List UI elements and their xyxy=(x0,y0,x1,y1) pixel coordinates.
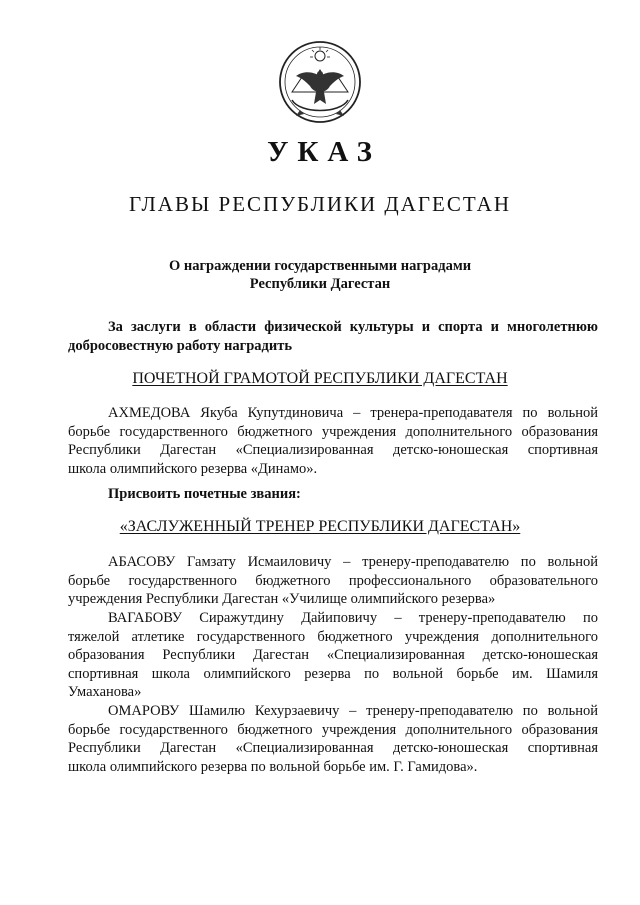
paragraph-line: добросовестную работу наградить xyxy=(68,337,293,354)
recipient-paragraph xyxy=(68,553,598,609)
paragraph-line: АБАСОВУ Гамзату Исмаиловичу – тренеру-преподавателю по вольной xyxy=(108,554,598,570)
paragraph-line: учреждения Республики Дагестан «Училище олимпийского резерва» xyxy=(68,591,496,607)
coat-of-arms-emblem-icon xyxy=(270,30,370,130)
decree-title: УКАЗ xyxy=(267,136,381,168)
paragraph-line: Присвоить почетные звания: xyxy=(108,486,301,502)
award-heading-honored-coach: «ЗАСЛУЖЕННЫЙ ТРЕНЕР РЕСПУБЛИКИ ДАГЕСТАН» xyxy=(119,518,521,535)
paragraph-line: АХМЕДОВА Якуба Купутдиновича – тренера-преподавателя по вольной xyxy=(108,405,598,421)
recipient-paragraph xyxy=(68,609,598,702)
intro-paragraph xyxy=(68,318,598,355)
paragraph-line: ВАГАБОВУ Сиражутдину Дайиповичу – тренеру-преподавателю по xyxy=(108,610,598,626)
paragraph-line: борьбе государственного бюджетного учреждения дополнительного образования xyxy=(68,721,598,738)
paragraph-line: спортивная школа олимпийского резерва по вольной борьбе им. Шамиля xyxy=(68,665,598,682)
award-heading-gramota: ПОЧЕТНОЙ ГРАМОТОЙ РЕСПУБЛИКИ ДАГЕСТАН xyxy=(132,370,508,387)
paragraph-line: Умаханова» xyxy=(68,684,142,700)
paragraph-line: школа олимпийского резерва по вольной борьбе им. Г. Гамидова». xyxy=(68,758,478,775)
paragraph-line: Республики Дагестан «Специализированная детско-юношеская спортивная xyxy=(68,740,598,756)
paragraph-line: борьбе государственного бюджетного учреждения дополнительного образования xyxy=(68,423,598,440)
titles-intro xyxy=(68,485,598,504)
recipient-paragraph xyxy=(68,702,598,776)
paragraph-line: Республики Дагестан «Специализированная детско-юношеская спортивная xyxy=(68,442,598,458)
decree-subtitle: ГЛАВЫ РЕСПУБЛИКИ ДАГЕСТАН xyxy=(128,192,512,216)
subject-line: О награждении государственными наградами xyxy=(168,258,472,274)
paragraph-line: тяжелой атлетике государственного бюджетного учреждения дополнительного xyxy=(68,628,598,645)
subject-line: Республики Дагестан xyxy=(249,276,391,292)
paragraph-line: борьбе государственного бюджетного профессионального образовательного xyxy=(68,572,598,589)
paragraph-line: За заслуги в области физической культуры и спорта и многолетнюю xyxy=(108,319,598,335)
paragraph-line: образования Республики Дагестан «Специализированная детско-юношеская xyxy=(68,647,598,663)
decree-subject xyxy=(0,257,640,293)
paragraph-line: ОМАРОВУ Шамилю Кехурзаевичу – тренеру-преподавателю по вольной xyxy=(108,703,598,719)
recipient-paragraph xyxy=(68,404,598,478)
paragraph-line: школа олимпийского резерва «Динамо». xyxy=(68,460,318,477)
